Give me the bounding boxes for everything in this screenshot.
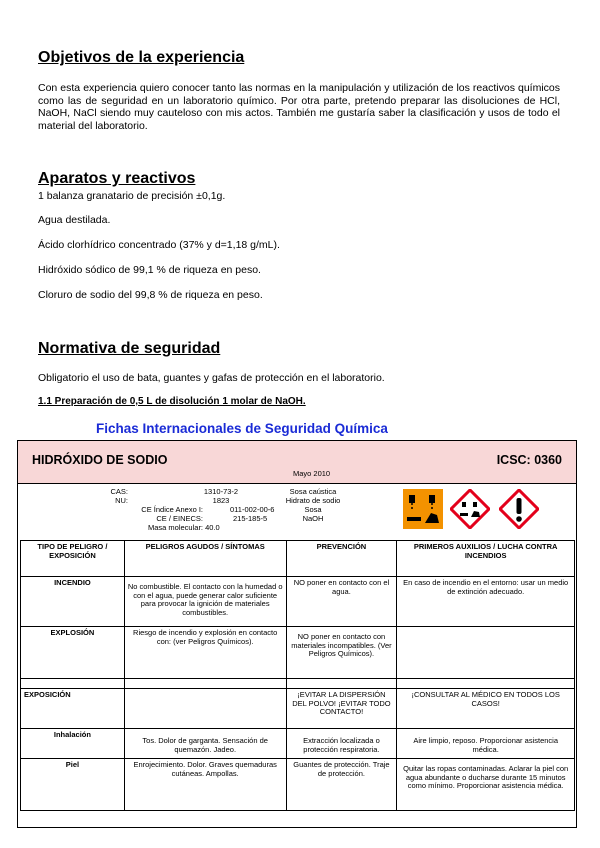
hazard-prevention: NO poner en contacto con el agua.: [286, 577, 397, 627]
synonym: Sosa: [304, 505, 322, 514]
column-header: PREVENCIÓN: [286, 541, 397, 577]
annex-label: CE Índice Anexo I:: [141, 505, 203, 514]
table-row: [21, 729, 575, 759]
icsc-heading: Fichas Internacionales de Seguridad Química: [96, 421, 388, 436]
annex-value: 011-002-00-6: [230, 505, 275, 514]
table-row: [21, 689, 575, 729]
hazard-first-aid: Quitar las ropas contaminadas. Aclarar la piel con agua abundante o ducharse durante 15 minutos como mínimo. Proporcionar asistencia médica.: [397, 759, 575, 811]
id-labels-left: [98, 487, 128, 505]
section-title-objetivos: Objetivos de la experiencia: [38, 49, 245, 66]
id-labels-bottom: [113, 505, 203, 523]
cas-value: 1310-73-2: [203, 487, 239, 496]
hazard-type: EXPOSICIÓN: [21, 689, 125, 729]
hazard-first-aid: ¡CONSULTAR AL MÉDICO EN TODOS LOS CASOS!: [397, 689, 575, 729]
list-item: Ácido clorhídrico concentrado (37% y d=1,18 g/mL).: [38, 239, 280, 251]
molmass: Masa molecular: 40.0: [148, 523, 220, 532]
list-item: Agua destilada.: [38, 214, 111, 226]
hazard-first-aid: En caso de incendio en el entorno: usar un medio de extinción adecuado.: [397, 577, 575, 627]
nu-label: NU:: [115, 496, 128, 505]
section-title-aparatos: Aparatos y reactivos: [38, 170, 196, 187]
synonyms: [273, 487, 353, 523]
table-header-row: [21, 541, 575, 577]
formula: NaOH: [302, 514, 324, 523]
hazard-type: EXPLOSIÓN: [21, 627, 125, 679]
hazard-prevention: NO poner en contacto con materiales incompatibles. (Ver Peligros Químicos).: [286, 627, 397, 679]
hazard-prevention: ¡EVITAR LA DISPERSIÓN DEL POLVO! ¡EVITAR TODO CONTACTO!: [286, 689, 397, 729]
id-values-top: [196, 487, 246, 505]
hazard-symptoms: [124, 689, 286, 729]
hazard-prevention: Extracción localizada o protección respiratoria.: [286, 729, 397, 759]
hazard-type: INCENDIO: [21, 577, 125, 627]
substance-name: HIDRÓXIDO DE SODIO: [32, 453, 168, 467]
list-item: Cloruro de sodio del 99,8 % de riqueza en peso.: [38, 289, 263, 301]
hazard-type: Inhalación: [21, 729, 125, 759]
synonym: Hidrato de sodio: [285, 496, 341, 505]
corrosive-pictogram: [450, 489, 490, 529]
card-date: Mayo 2010: [293, 469, 331, 478]
column-header: TIPO DE PELIGRO / EXPOSICIÓN: [21, 541, 125, 577]
hazard-first-aid: [397, 627, 575, 679]
normativa-text: Obligatorio el uso de bata, guantes y gafas de protección en el laboratorio.: [38, 372, 385, 384]
card-header: [18, 441, 576, 484]
column-header: PELIGROS AGUDOS / SÍNTOMAS: [124, 541, 286, 577]
hazard-prevention: Guantes de protección. Traje de protección.: [286, 759, 397, 811]
icsc-code: ICSC: 0360: [496, 453, 562, 467]
objetivos-paragraph: Con esta experiencia quiero conocer tanto las normas en la manipulación y utilización de los reactivos químicos como las de seguridad en un laboratorio químico. Por otra parte, pretendo preparar las disoluciones de HCl, NaOH, NaCl siendo muy cauteloso con mis actos. También me gustaría saber la clasificación y usos de todo el material del laboratorio.: [38, 82, 560, 132]
hazard-symptoms: Enrojecimiento. Dolor. Graves quemaduras cutáneas. Ampollas.: [124, 759, 286, 811]
hazard-symptoms: Riesgo de incendio y explosión en contacto con: (ver Peligros Químicos).: [124, 627, 286, 679]
hazard-type: Piel: [21, 759, 125, 811]
hazard-symptoms: Tos. Dolor de garganta. Sensación de quemazón. Jadeo.: [124, 729, 286, 759]
list-item: 1 balanza granatario de precisión ±0,1g.: [38, 190, 226, 202]
hazard-first-aid: Aire limpio, reposo. Proporcionar asistencia médica.: [397, 729, 575, 759]
spacer-row: [21, 679, 575, 689]
corrosive-pictogram-orange: [403, 489, 443, 529]
section-title-normativa: Normativa de seguridad: [38, 340, 221, 357]
nu-value: 1823: [212, 496, 230, 505]
table-row: [21, 577, 575, 627]
synonym: Sosa caústica: [289, 487, 337, 496]
list-item: Hidróxido sódico de 99,1 % de riqueza en peso.: [38, 264, 261, 276]
subsection-title: 1.1 Preparación de 0,5 L de disolución 1 molar de NaOH.: [38, 396, 306, 407]
table-row: [21, 759, 575, 811]
hazard-table: [20, 540, 575, 811]
column-header: PRIMEROS AUXILIOS / LUCHA CONTRA INCENDIOS: [397, 541, 575, 577]
einecs-value: 215-185-5: [233, 514, 268, 523]
einecs-label: CE / EINECS:: [156, 514, 203, 523]
icsc-card: [17, 440, 577, 828]
table-row: [21, 627, 575, 679]
cas-label: CAS:: [110, 487, 128, 496]
exclamation-pictogram: [499, 489, 539, 529]
hazard-symptoms: No combustible. El contacto con la humedad o con el agua, puede generar calor suficiente para provocar la ignición de materiales combustibles.: [124, 577, 286, 627]
